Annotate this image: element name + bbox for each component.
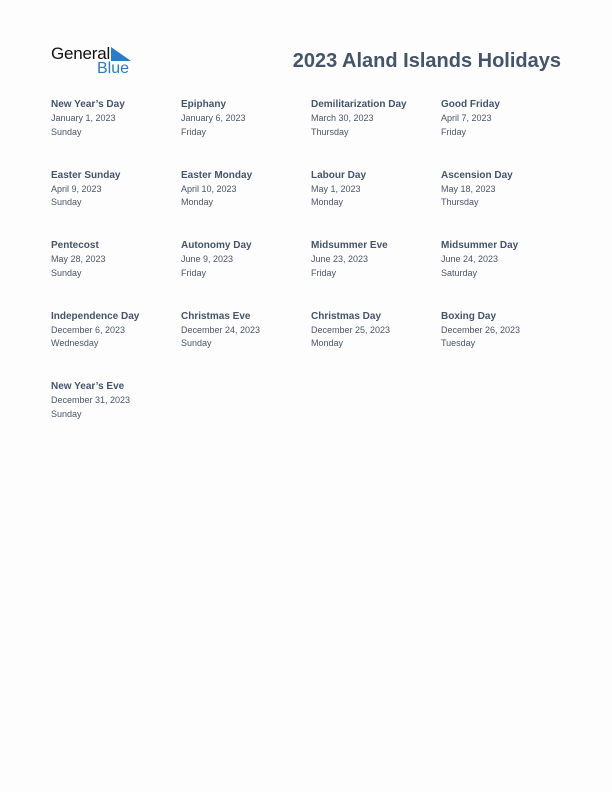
- holiday-date: June 9, 2023: [181, 254, 234, 264]
- holiday-name: Christmas Eve: [181, 310, 251, 322]
- holiday-name: Midsummer Eve: [311, 240, 388, 251]
- holiday-date: June 23, 2023: [311, 254, 369, 264]
- holiday-entry: [311, 98, 441, 169]
- holiday-name: Pentecost: [51, 240, 99, 251]
- holiday-weekday: Friday: [181, 267, 207, 278]
- holiday-weekday: Monday: [311, 338, 344, 348]
- holiday-entry: [51, 380, 181, 451]
- holiday-weekday: Friday: [181, 126, 207, 137]
- holiday-entry: [311, 310, 441, 381]
- holiday-name: Autonomy Day: [181, 240, 252, 251]
- holiday-date: June 24, 2023: [441, 254, 499, 264]
- holiday-weekday: Friday: [441, 126, 467, 137]
- holiday-date: December 25, 2023: [311, 324, 391, 335]
- holiday-date: December 6, 2023: [51, 324, 126, 335]
- holiday-weekday: Sunday: [51, 197, 82, 207]
- holiday-entry: [181, 310, 311, 381]
- holiday-entry: [441, 98, 571, 169]
- holiday-date: May 1, 2023: [311, 183, 361, 194]
- holiday-name: Easter Sunday: [51, 169, 121, 181]
- holiday-name: Christmas Day: [311, 310, 382, 322]
- holiday-entry: [441, 310, 571, 381]
- holiday-weekday: Tuesday: [441, 338, 476, 348]
- holiday-date: December 24, 2023: [181, 324, 261, 335]
- holiday-date: December 31, 2023: [51, 395, 131, 405]
- holiday-name: Ascension Day: [441, 169, 513, 181]
- holiday-date: January 1, 2023: [51, 113, 116, 123]
- holiday-date: March 30, 2023: [311, 113, 374, 123]
- holiday-name: Easter Monday: [181, 169, 253, 181]
- holiday-date: January 6, 2023: [181, 113, 246, 123]
- holiday-date: April 9, 2023: [51, 183, 102, 194]
- holiday-entry: [51, 239, 181, 310]
- holiday-date: May 18, 2023: [441, 183, 496, 194]
- holiday-entry: [51, 169, 181, 240]
- holiday-weekday: Wednesday: [51, 338, 99, 348]
- holiday-entry: [181, 239, 311, 310]
- logo-text-general: General: [51, 44, 111, 63]
- holiday-name: Independence Day: [51, 310, 140, 322]
- holiday-weekday: Monday: [311, 197, 344, 207]
- holiday-date: April 10, 2023: [181, 183, 237, 194]
- holiday-date: April 7, 2023: [441, 113, 492, 123]
- logo-text-blue: Blue: [97, 60, 130, 77]
- holiday-entry: [311, 169, 441, 240]
- holiday-name: Midsummer Day: [441, 240, 519, 251]
- holiday-name: Good Friday: [441, 99, 500, 110]
- holiday-name: Demilitarization Day: [311, 99, 407, 110]
- holiday-weekday: Sunday: [181, 338, 212, 348]
- holiday-entry: [181, 169, 311, 240]
- holiday-date: May 28, 2023: [51, 254, 106, 264]
- holiday-name: Epiphany: [181, 99, 227, 110]
- generalblue-logo: [51, 44, 137, 78]
- holiday-weekday: Thursday: [441, 197, 479, 207]
- holiday-weekday: Sunday: [51, 267, 82, 278]
- holiday-name: New Year’s Day: [51, 99, 125, 110]
- holiday-weekday: Friday: [311, 267, 337, 278]
- holiday-weekday: Sunday: [51, 408, 82, 419]
- holiday-entry: [51, 98, 181, 169]
- holiday-weekday: Saturday: [441, 267, 478, 278]
- holiday-grid: [51, 98, 571, 451]
- holiday-name: Boxing Day: [441, 310, 497, 322]
- page-title: 2023 Aland Islands Holidays: [292, 50, 561, 72]
- holiday-entry: [311, 239, 441, 310]
- holiday-entry: [51, 310, 181, 381]
- holiday-entry: [441, 239, 571, 310]
- holiday-name: New Year’s Eve: [51, 381, 125, 392]
- holiday-entry: [181, 98, 311, 169]
- holiday-weekday: Sunday: [51, 126, 82, 137]
- holiday-entry: [441, 169, 571, 240]
- holiday-weekday: Monday: [181, 197, 214, 207]
- holiday-weekday: Thursday: [311, 126, 349, 137]
- holiday-date: December 26, 2023: [441, 324, 521, 335]
- holiday-name: Labour Day: [311, 169, 367, 181]
